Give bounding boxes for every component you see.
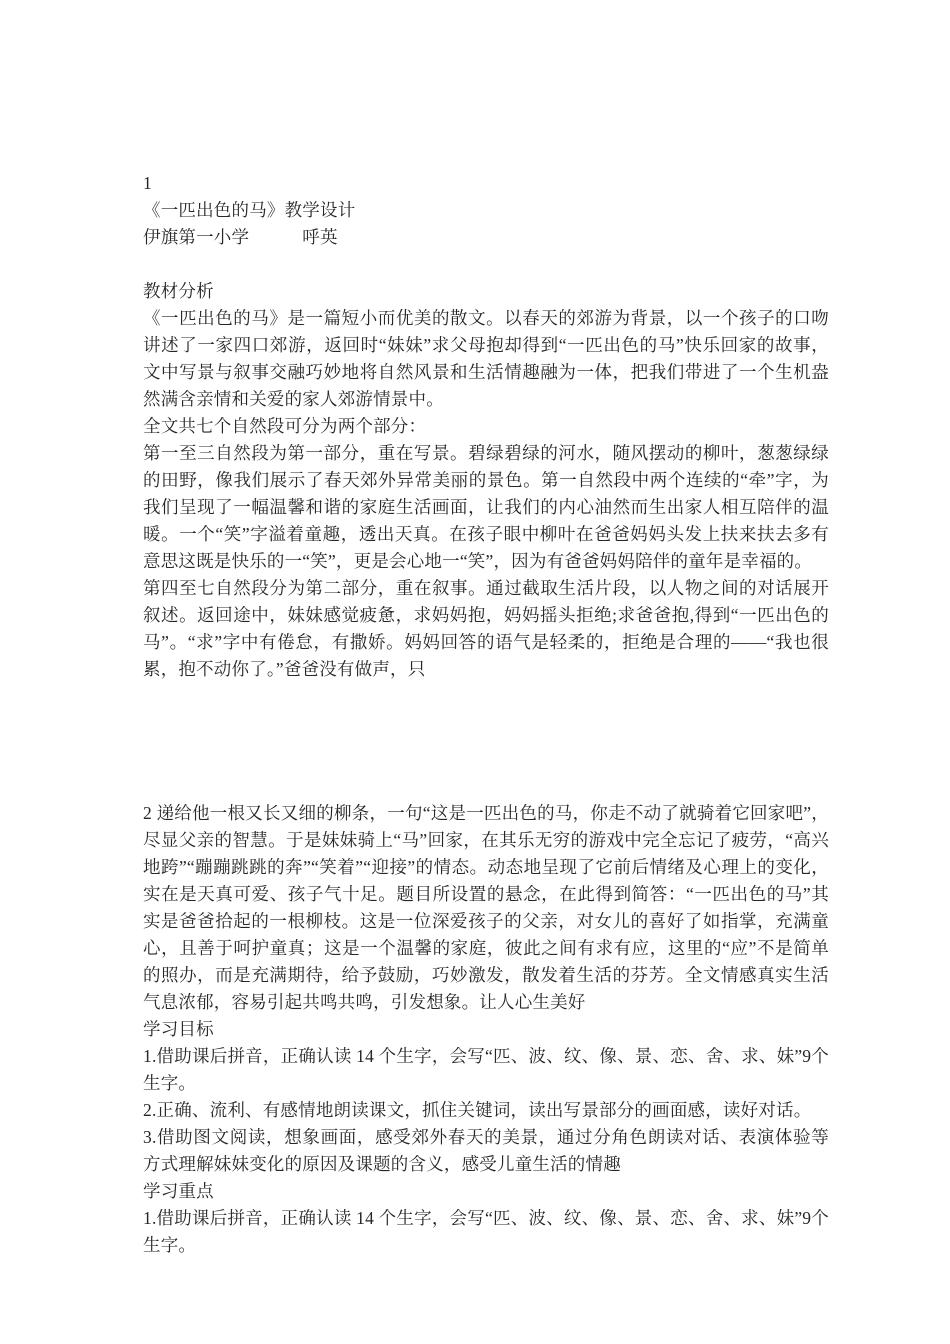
document-title: 《一匹出色的马》教学设计 <box>143 200 356 220</box>
material-analysis-paragraph-2: 全文共七个自然段可分为两个部分： <box>143 416 427 436</box>
section-heading-material-analysis: 教材分析 <box>143 281 214 301</box>
document-page-2 <box>143 800 829 1259</box>
section-heading-learning-goals: 学习目标 <box>143 1019 214 1039</box>
material-analysis-paragraph-1: 《一匹出色的马》是一篇短小而优美的散文。以春天的郊游为背景，以一个孩子的口吻讲述了一家四口郊游，返回时“妹妹”求父母抱却得到“一匹出色的马”快乐回家的故事，文中写景与叙事交融巧妙地将自然风景和生活情趣融为一体，把我们带进了一个生机盎然满含亲情和关爱的家人郊游情景中。 <box>143 308 829 409</box>
author-line: 伊旗第一小学 呼英 <box>143 227 338 247</box>
learning-key-point-1: 1.借助课后拼音，正确认读 14 个生字，会写“匹、波、纹、像、景、恋、舍、求、妹”9个生字。 <box>143 1208 829 1255</box>
document-page-1 <box>143 170 829 683</box>
blank-line <box>143 251 829 278</box>
page-number-1: 1 <box>143 173 152 193</box>
learning-goal-3: 3.借助图文阅读，想象画面，感受郊外春天的美景，通过分角色朗读对话、表演体验等方式理解妹妹变化的原因及课题的含义，感受儿童生活的情趣 <box>143 1127 829 1174</box>
section-heading-learning-key-points: 学习重点 <box>143 1181 214 1201</box>
material-analysis-paragraph-4: 第四至七自然段分为第二部分，重在叙事。通过截取生活片段，以人物之间的对话展开叙述。返回途中，妹妹感觉疲惫，求妈妈抱，妈妈摇头拒绝;求爸爸抱,得到“一匹出色的马”。“求”字中有倦怠，有撒娇。妈妈回答的语气是轻柔的，拒绝是合理的——“我也很累，抱不动你了。”爸爸没有做声，只 <box>143 578 829 679</box>
material-analysis-paragraph-5: 2 递给他一根又长又细的柳条，一句“这是一匹出色的马，你走不动了就骑着它回家吧”，尽显父亲的智慧。于是妹妹骑上“马”回家，在其乐无穷的游戏中完全忘记了疲劳，“高兴地跨”“蹦蹦跳跳的奔”“笑着”“迎接”的情态。动态地呈现了它前后情绪及心理上的变化，实在是天真可爱、孩子气十足。题目所设置的悬念，在此得到简答：“一匹出色的马”其实是爸爸拾起的一根柳枝。这是一位深爱孩子的父亲，对女儿的喜好了如指掌，充满童心，且善于呵护童真；这是一个温馨的家庭，彼此之间有求有应，这里的“应”不是简单的照办，而是充满期待，给予鼓励，巧妙激发，散发着生活的芬芳。全文情感真实生活气息浓郁，容易引起共鸣共鸣，引发想象。让人心生美好 <box>143 803 829 1012</box>
material-analysis-paragraph-3: 第一至三自然段为第一部分，重在写景。碧绿碧绿的河水，随风摆动的柳叶，葱葱绿绿的田野，像我们展示了春天郊外异常美丽的景色。第一自然段中两个连续的“牵”字，为我们呈现了一幅温馨和谐的家庭生活画面，让我们的内心油然而生出家人相互陪伴的温暖。一个“笑”字溢着童趣，透出天真。在孩子眼中柳叶在爸爸妈妈头发上扶来扶去多有意思这既是快乐的一“笑”，更是会心地一“笑”，因为有爸爸妈妈陪伴的童年是幸福的。 <box>143 443 829 571</box>
learning-goal-2: 2.正确、流利、有感情地朗读课文，抓住关键词，读出写景部分的画面感，读好对话。 <box>143 1100 812 1120</box>
learning-goal-1: 1.借助课后拼音，正确认读 14 个生字，会写“匹、波、纹、像、景、恋、舍、求、妹”9个生字。 <box>143 1046 829 1093</box>
